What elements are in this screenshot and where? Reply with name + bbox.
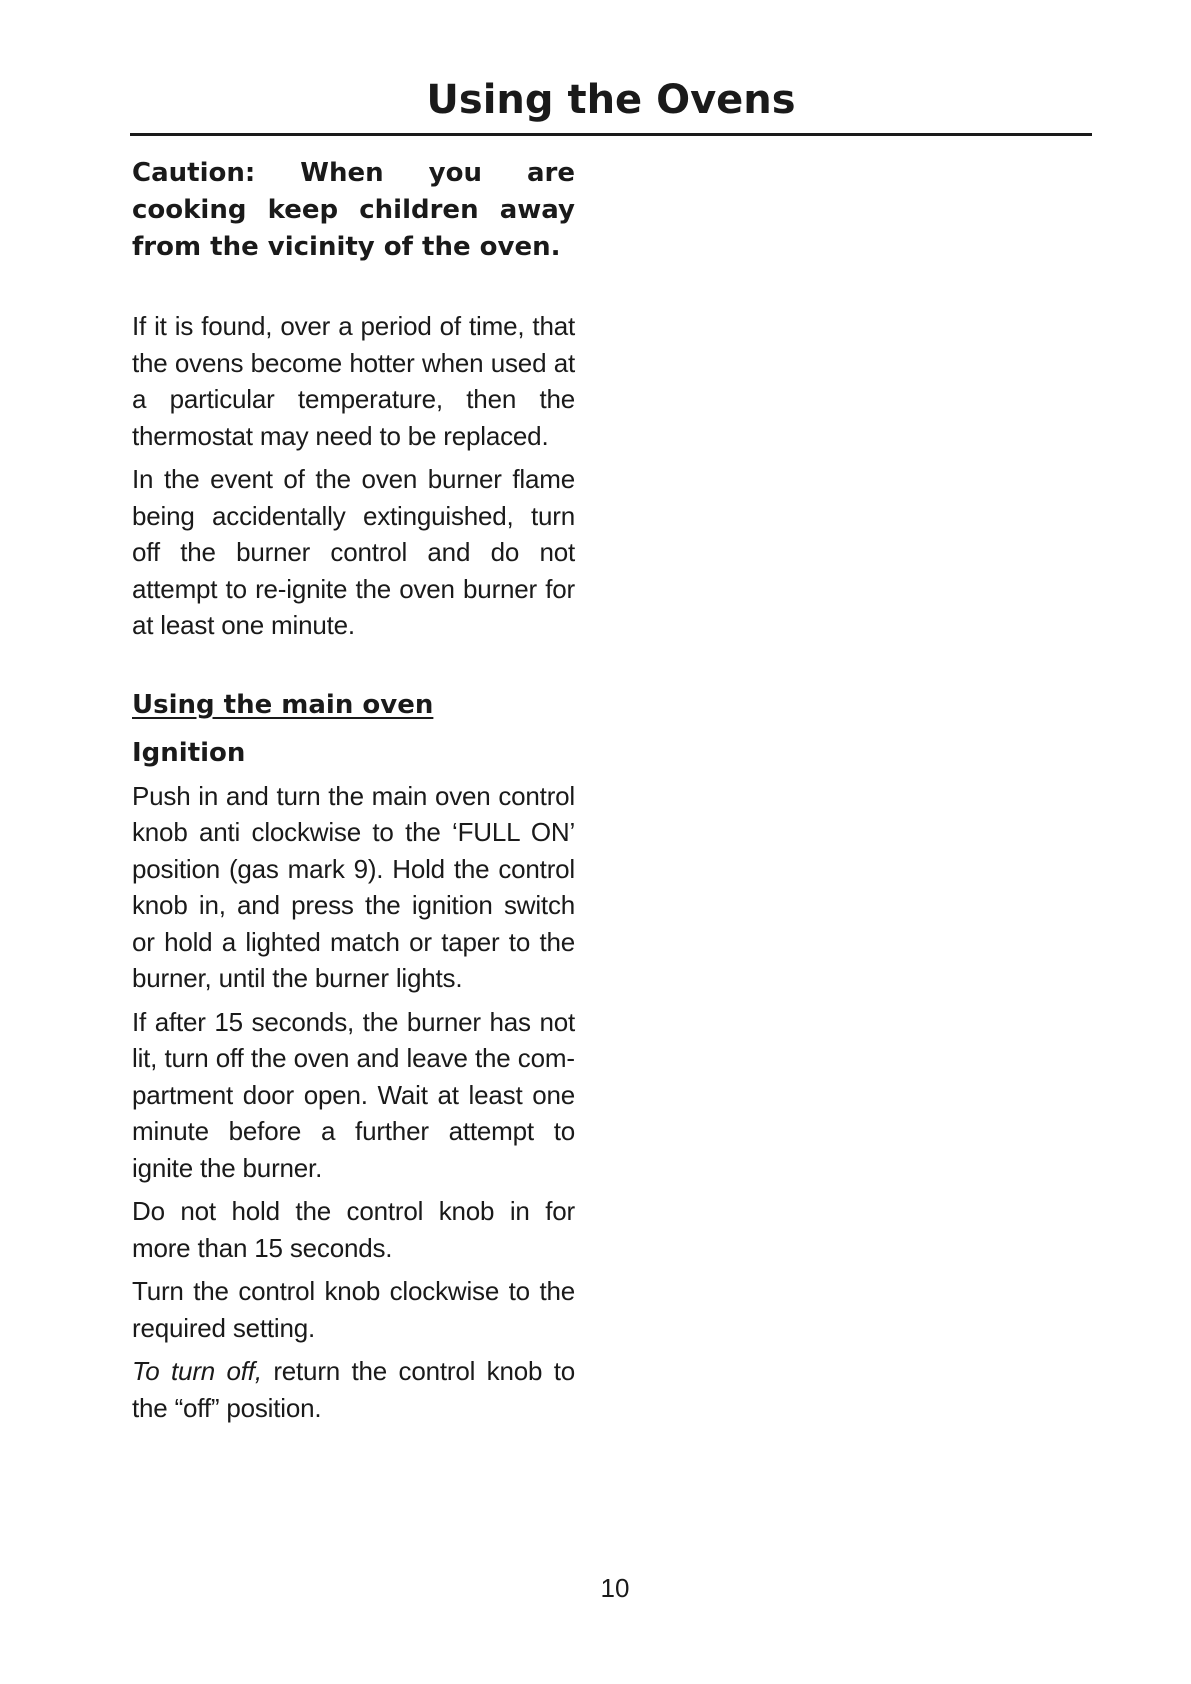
sub-heading-ignition: Ignition [132,737,246,768]
ignition-paragraph [132,778,575,997]
intro-paragraph: If it is found, over a period of time, that the ovens become hotter when used at a particular temperature, then the thermostat may need to be replaced. [132,311,575,451]
full-on-label: FULL ON [457,817,570,847]
caution-text: Caution: When you are cooking keep children away from the vicinity of the oven. [132,158,575,262]
page-number: 10 [600,1573,630,1603]
page-title: Using the Ovens [426,77,796,123]
turn-off-label: To turn off, [132,1356,262,1386]
turn-off-paragraph [132,1353,575,1426]
ignition-text-end: ’ position (gas mark 9). Hold the control knob in, and press the ignition switch or hold a lighted match or taper to the burner, until the burner lights. [132,817,576,993]
turn-off-text: return the control knob to the “off” position. [132,1356,575,1423]
setting-paragraph: Turn the control knob clockwise to the required setting. [132,1276,575,1343]
ignition-retry-paragraph: If after 15 seconds, the burner has not lit, turn off the oven and leave the compartment door open. Wait at least one minute before a further attempt to ignite the burner. [132,1006,575,1183]
intro-paragraph: In the event of the oven burner flame being accidentally extinguished, turn off the burner control and do not attempt to re-ignite the oven burner for at least one minute. [132,464,575,640]
title-divider [130,133,1092,136]
section-heading-main-oven: Using the main oven [132,689,434,720]
hold-limit-paragraph: Do not hold the control knob in for more than 15 seconds. [132,1196,575,1263]
ignition-text-start: Push in and turn the main oven control knob anti clockwise to the ‘ [132,780,575,847]
content-column [132,155,575,1433]
